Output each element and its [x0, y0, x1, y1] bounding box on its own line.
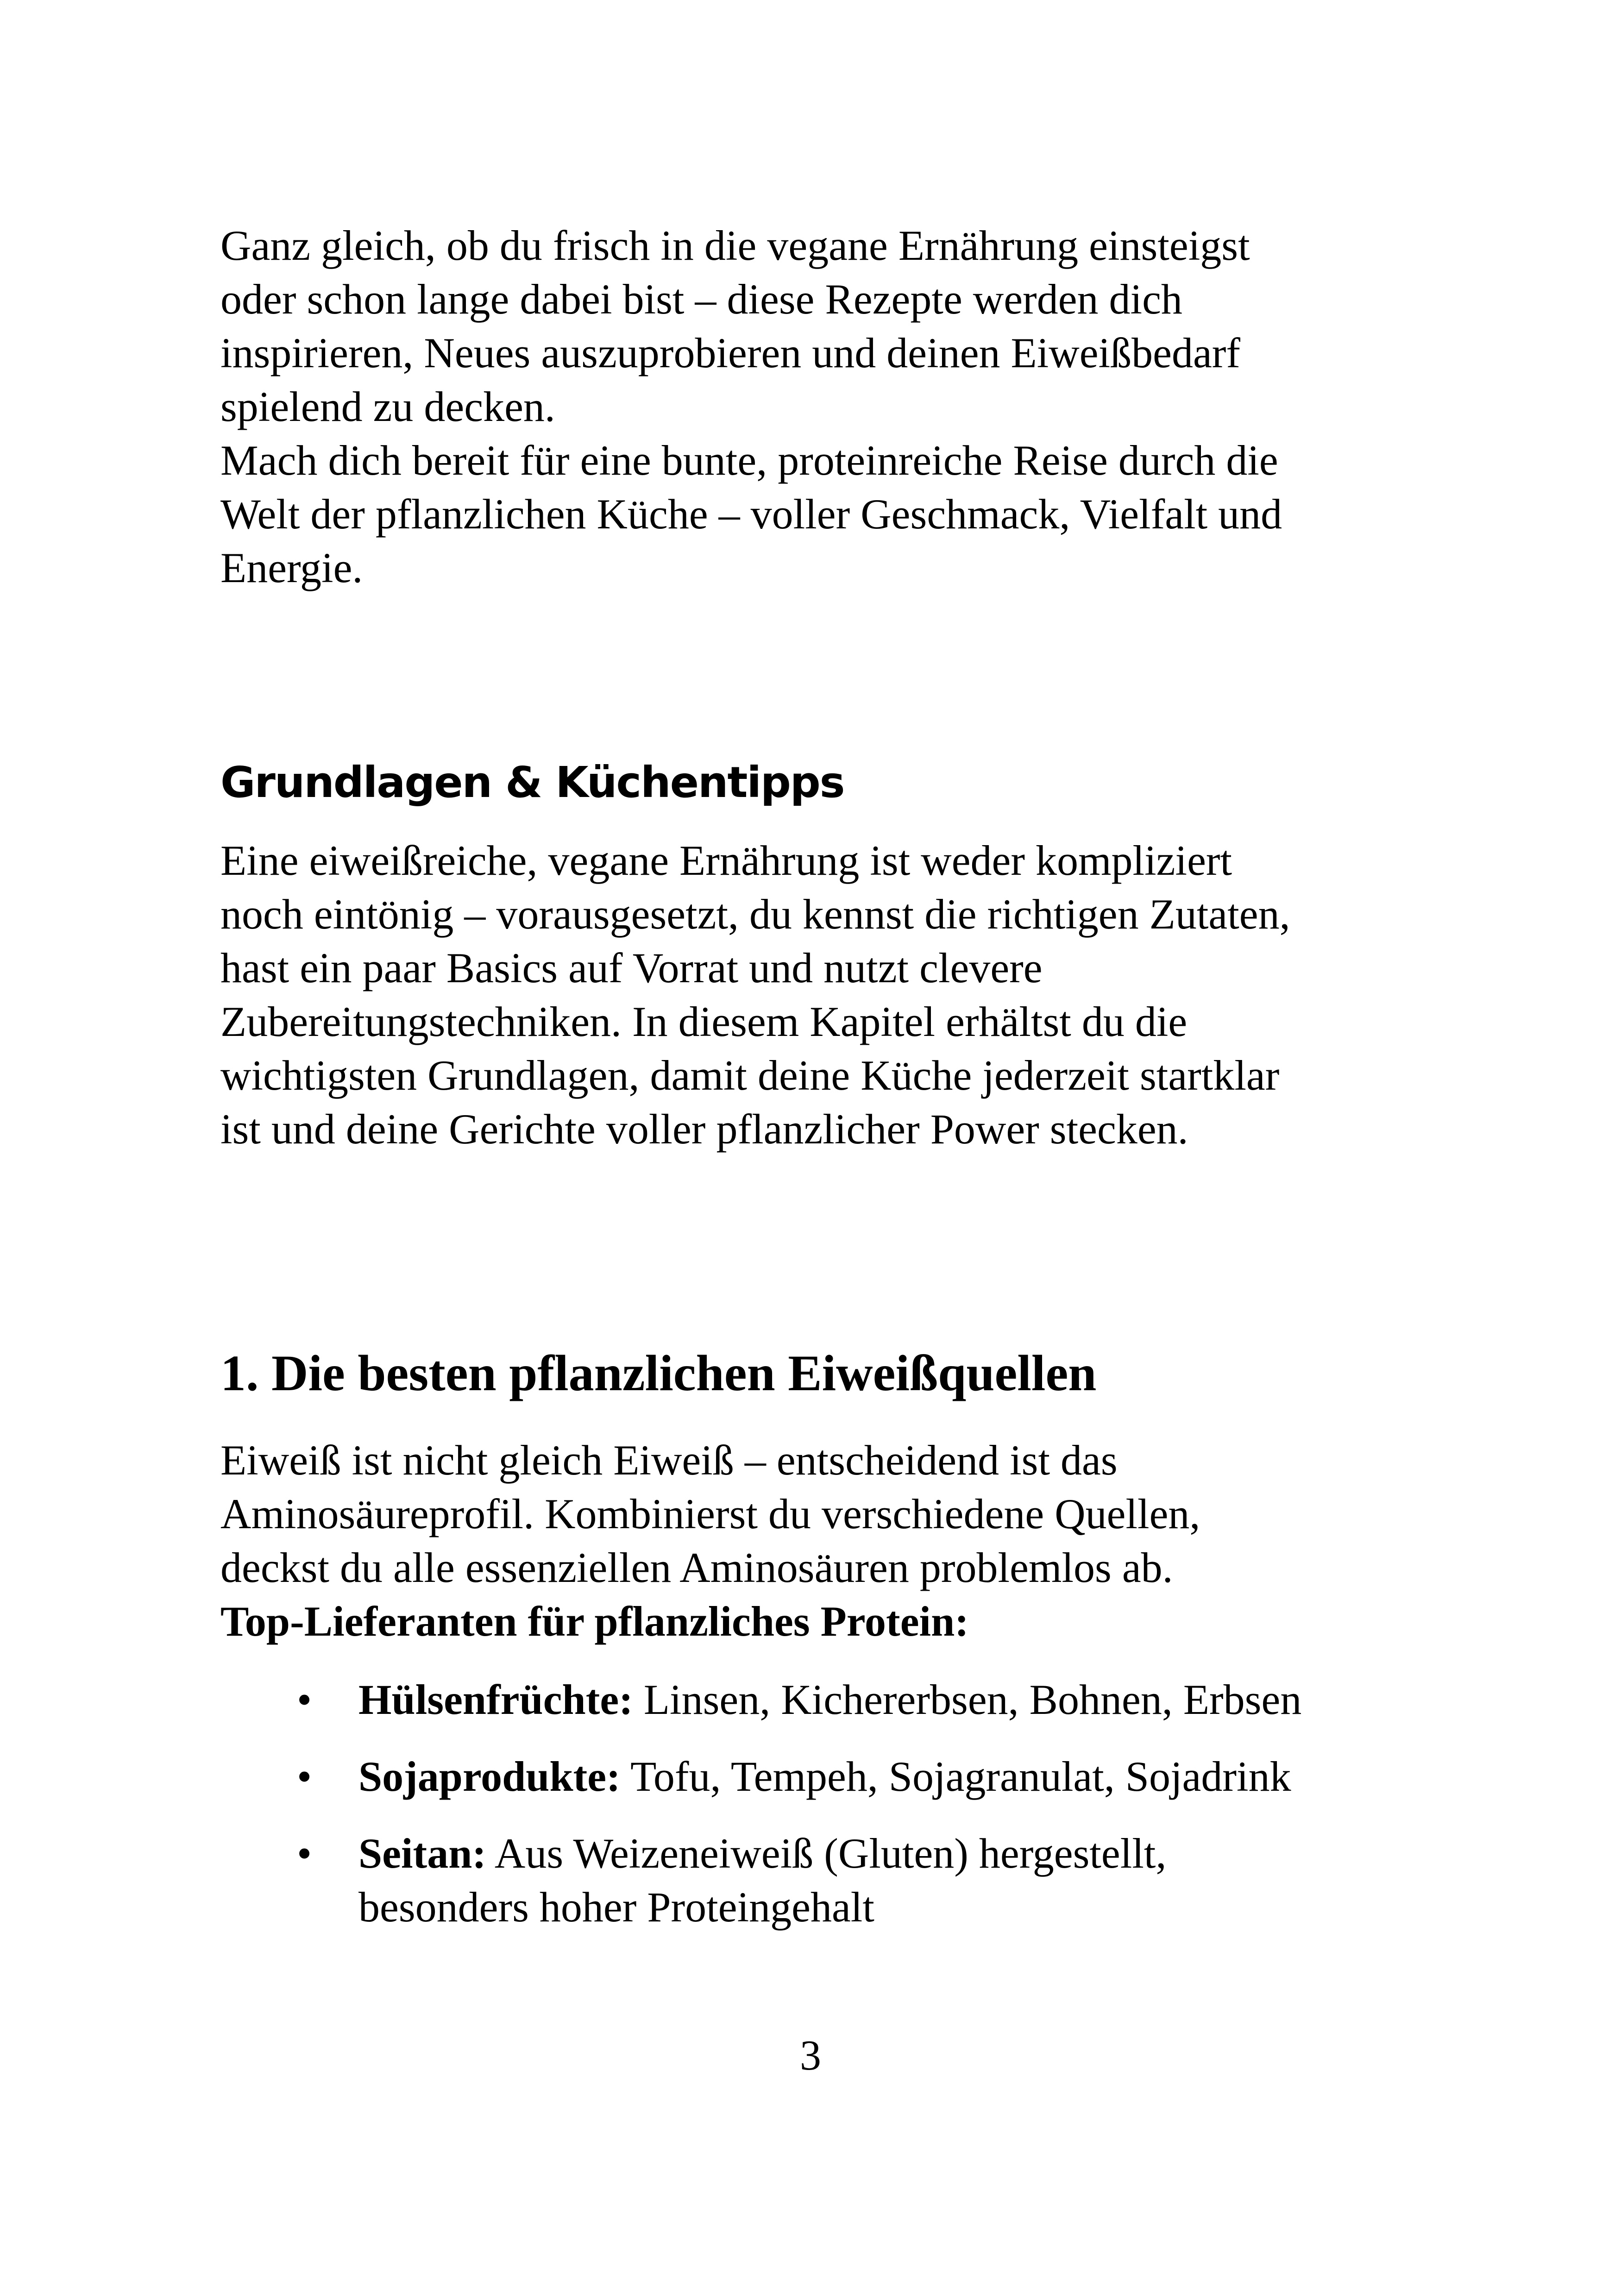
section-1-line: deckst du alle essenziellen Aminosäuren problemlos ab. [220, 1544, 1173, 1591]
list-item [220, 1673, 1425, 1726]
grundlagen-paragraph [220, 834, 1406, 1156]
intro-line: inspirieren, Neues auszuprobieren und deinen Eiweißbedarf [220, 329, 1241, 376]
intro-line: oder schon lange dabei bist – diese Rezepte werden dich [220, 276, 1182, 323]
list-item [220, 1826, 1425, 1934]
bullet-icon: • [297, 1753, 312, 1800]
intro-paragraph-2 [220, 433, 1406, 595]
grundlagen-line: Zubereitungstechniken. In diesem Kapitel erhältst du die [220, 998, 1187, 1045]
list-item-text: Tofu, Tempeh, Sojagranulat, Sojadrink [620, 1753, 1291, 1800]
list-item [220, 1750, 1425, 1803]
grundlagen-heading: Grundlagen & Küchentipps [220, 758, 844, 807]
intro-line: spielend zu decken. [220, 383, 555, 430]
grundlagen-line: Eine eiweißreiche, vegane Ernährung ist weder kompliziert [220, 837, 1232, 884]
list-item-text: Linsen, Kichererbsen, Bohnen, Erbsen [633, 1676, 1302, 1723]
intro-line: Energie. [220, 544, 363, 591]
bullet-icon: • [297, 1676, 312, 1723]
grundlagen-line: noch eintönig – vorausgesetzt, du kennst die richtigen Zutaten, [220, 891, 1290, 938]
section-1-paragraph [220, 1433, 1406, 1594]
protein-sources-list [220, 1673, 1425, 1957]
intro-line: Welt der pflanzlichen Küche – voller Geschmack, Vielfalt und [220, 490, 1282, 538]
list-item-text: Aus Weizeneiweiß (Gluten) hergestellt, [486, 1830, 1167, 1877]
bullet-icon: • [297, 1830, 312, 1877]
list-item-term: Hülsenfrüchte: [358, 1676, 633, 1723]
intro-paragraph-1 [220, 219, 1406, 433]
list-item-term: Seitan: [358, 1830, 486, 1877]
list-item-text-continued: besonders hoher Proteingehalt [358, 1883, 874, 1931]
grundlagen-line: wichtigsten Grundlagen, damit deine Küche jederzeit startklar [220, 1052, 1280, 1099]
grundlagen-line: ist und deine Gerichte voller pflanzlicher Power stecken. [220, 1105, 1188, 1153]
grundlagen-line: hast ein paar Basics auf Vorrat und nutzt clevere [220, 944, 1043, 991]
section-1-line: Aminosäureprofil. Kombinierst du verschiedene Quellen, [220, 1490, 1200, 1537]
page-number: 3 [800, 2032, 821, 2079]
intro-line: Ganz gleich, ob du frisch in die vegane Ernährung einsteigst [220, 222, 1250, 269]
section-1-heading: 1. Die besten pflanzlichen Eiweißquellen [220, 1345, 1097, 1401]
list-item-term: Sojaprodukte: [358, 1753, 621, 1800]
section-1-line: Eiweiß ist nicht gleich Eiweiß – entscheidend ist das [220, 1437, 1118, 1484]
intro-line: Mach dich bereit für eine bunte, proteinreiche Reise durch die [220, 437, 1278, 484]
protein-sources-subheading: Top-Lieferanten für pflanzliches Protein: [220, 1598, 969, 1645]
